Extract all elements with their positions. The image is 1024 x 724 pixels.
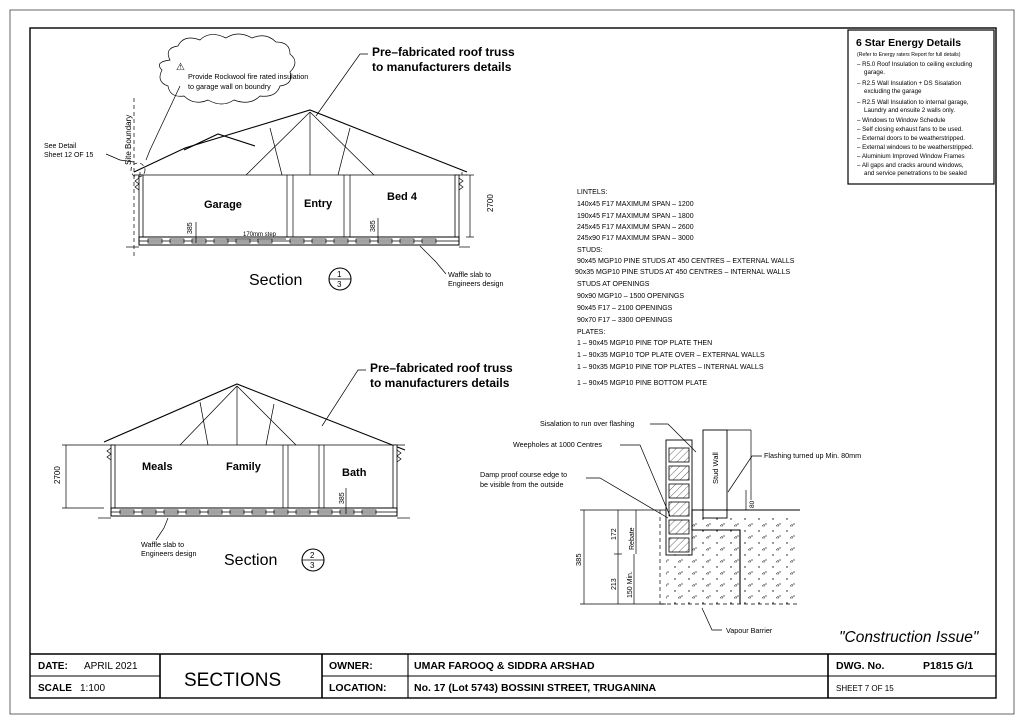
stud-wall-label: Stud Wall xyxy=(711,452,720,484)
room-label-meals: Meals xyxy=(142,461,173,473)
owner-label: OWNER: xyxy=(329,660,373,672)
energy-item: and service penetrations to be sealed xyxy=(864,170,967,177)
date-label: DATE: xyxy=(38,661,68,672)
dim-80: 80 xyxy=(749,500,756,508)
see-detail-line2: Sheet 12 OF 15 xyxy=(44,152,94,159)
section-1-label: Section xyxy=(249,272,303,289)
dim-2700: 2700 xyxy=(486,194,495,212)
scale-label: SCALE xyxy=(38,683,72,694)
schedule-line: 245x45 F17 MAXIMUM SPAN – 2600 xyxy=(577,224,694,231)
structural-schedule xyxy=(575,189,795,387)
damp-proof-note-2: be visible from the outside xyxy=(480,480,564,489)
section-ref-number: 1 xyxy=(337,270,342,279)
truss-note-2: to manufacturers details xyxy=(372,60,512,74)
schedule-line: 90x35 MGP10 PINE STUDS AT 450 CENTRES – INTERNAL WALLS xyxy=(575,269,791,276)
damp-proof-note-1: Damp proof course edge to xyxy=(480,470,568,479)
flashing-note: Flashing turned up Min. 80mm xyxy=(764,451,862,460)
site-boundary-label: Site Boundary xyxy=(124,114,133,165)
energy-item: – R2.5 Wall Insulation + DS Sisalation xyxy=(857,80,962,87)
dwg-value: P1815 G/1 xyxy=(923,660,974,672)
energy-item: garage. xyxy=(864,69,885,76)
schedule-line: 90x45 MGP10 PINE STUDS AT 450 CENTRES – EXTERNAL WALLS xyxy=(577,258,795,265)
truss-note-1: Pre–fabricated roof truss xyxy=(372,45,515,59)
vapour-barrier-note: Vapour Barrier xyxy=(726,626,773,635)
energy-item: – Aluminium Improved Window Frames xyxy=(857,153,965,160)
dim-385: 385 xyxy=(187,222,194,234)
dim-213: 213 xyxy=(611,578,618,590)
energy-title: 6 Star Energy Details xyxy=(856,37,962,49)
location-value: No. 17 (Lot 5743) BOSSINI STREET, TRUGANINA xyxy=(414,682,657,694)
energy-details-box xyxy=(848,30,994,184)
schedule-line: 90x90 MGP10 – 1500 OPENINGS xyxy=(577,293,684,300)
schedule-line: 190x45 F17 MAXIMUM SPAN – 1800 xyxy=(577,213,694,220)
energy-item: – External doors to be weatherstripped. xyxy=(857,135,966,142)
warning-icon: ⚠ xyxy=(176,62,185,73)
energy-item: Laundry and ensuite 2 walls only. xyxy=(864,107,956,114)
energy-item: – Self closing exhaust fans to be used. xyxy=(857,126,963,133)
construction-issue-label: "Construction Issue" xyxy=(839,629,979,646)
energy-item: – R2.5 Wall Insulation to internal garage, xyxy=(857,99,969,106)
energy-item: excluding the garage xyxy=(864,88,922,95)
schedule-line: PLATES: xyxy=(577,329,606,336)
date-value: APRIL 2021 xyxy=(84,661,138,672)
energy-subtitle: (Refer to Energy raters Report for full details) xyxy=(857,52,961,58)
truss-note-1: Pre–fabricated roof truss xyxy=(370,361,513,375)
sheet-title: SECTIONS xyxy=(184,670,282,691)
schedule-line: 245x90 F17 MAXIMUM SPAN – 3000 xyxy=(577,235,694,242)
section-ref-sheet: 3 xyxy=(337,280,342,289)
schedule-line: STUDS: xyxy=(577,247,603,254)
sisalation-note: Sisalation to run over flashing xyxy=(540,419,635,428)
owner-value: UMAR FAROOQ & SIDDRA ARSHAD xyxy=(414,660,595,672)
room-label-garage: Garage xyxy=(204,199,242,211)
weepholes-note: Weepholes at 1000 Centres xyxy=(513,440,602,449)
energy-item: – Windows to Window Schedule xyxy=(857,117,946,124)
dim-385: 385 xyxy=(370,220,377,232)
scale-value: 1:100 xyxy=(80,683,106,694)
step-note: 170mm step xyxy=(243,232,277,238)
energy-item: – R5.0 Roof Insulation to ceiling excluding xyxy=(857,61,973,68)
section-2-drawing xyxy=(53,361,513,571)
schedule-line: STUDS AT OPENINGS xyxy=(577,281,650,288)
fire-note-line2: to garage wall on boundry xyxy=(188,82,271,91)
schedule-line: 1 – 90x35 MGP10 TOP PLATE OVER – EXTERNAL WALLS xyxy=(577,352,765,359)
dim-2700: 2700 xyxy=(53,466,62,484)
schedule-line: 140x45 F17 MAXIMUM SPAN – 1200 xyxy=(577,201,694,208)
schedule-line: LINTELS: xyxy=(577,189,608,196)
section-2-label: Section xyxy=(224,552,278,569)
waffle-note-1: Waffle slab to xyxy=(448,270,492,279)
fire-note-line1: Provide Rockwool fire rated insulation xyxy=(188,72,309,81)
schedule-line: 90x45 F17 – 2100 OPENINGS xyxy=(577,305,673,312)
waffle-note-2: Engineers design xyxy=(141,549,197,558)
slab-edge-detail xyxy=(480,419,861,635)
room-label-entry: Entry xyxy=(304,198,333,210)
dwg-label: DWG. No. xyxy=(836,660,885,672)
section-1-drawing xyxy=(44,34,515,290)
room-label-bed4: Bed 4 xyxy=(387,191,417,203)
dim-385: 385 xyxy=(574,553,583,566)
room-label-bath: Bath xyxy=(342,467,367,479)
truss-note-2: to manufacturers details xyxy=(370,376,510,390)
location-label: LOCATION: xyxy=(329,682,387,694)
dim-385: 385 xyxy=(339,492,346,504)
sheet-number: SHEET 7 OF 15 xyxy=(836,684,894,693)
energy-item: – All gaps and cracks around windows, xyxy=(857,162,964,169)
section-ref-sheet: 3 xyxy=(310,561,315,570)
schedule-line: 1 – 90x35 MGP10 PINE TOP PLATES – INTERNAL WALLS xyxy=(577,364,764,371)
section-ref-number: 2 xyxy=(310,551,315,560)
dim-172: 172 xyxy=(611,528,618,540)
title-block xyxy=(30,654,996,698)
schedule-line: 90x70 F17 – 3300 OPENINGS xyxy=(577,317,673,324)
waffle-note-1: Waffle slab to xyxy=(141,540,185,549)
see-detail-line1: See Detail xyxy=(44,143,77,150)
rebate-label: Rebate xyxy=(629,527,636,550)
energy-item: – External windows to be weatherstripped. xyxy=(857,144,974,151)
schedule-line: 1 – 90x45 MGP10 PINE BOTTOM PLATE xyxy=(577,380,708,387)
waffle-note-2: Engineers design xyxy=(448,279,504,288)
min150-label: 150 Min. xyxy=(627,571,634,598)
schedule-line: 1 – 90x45 MGP10 PINE TOP PLATE THEN xyxy=(577,340,713,347)
room-label-family: Family xyxy=(226,461,261,473)
